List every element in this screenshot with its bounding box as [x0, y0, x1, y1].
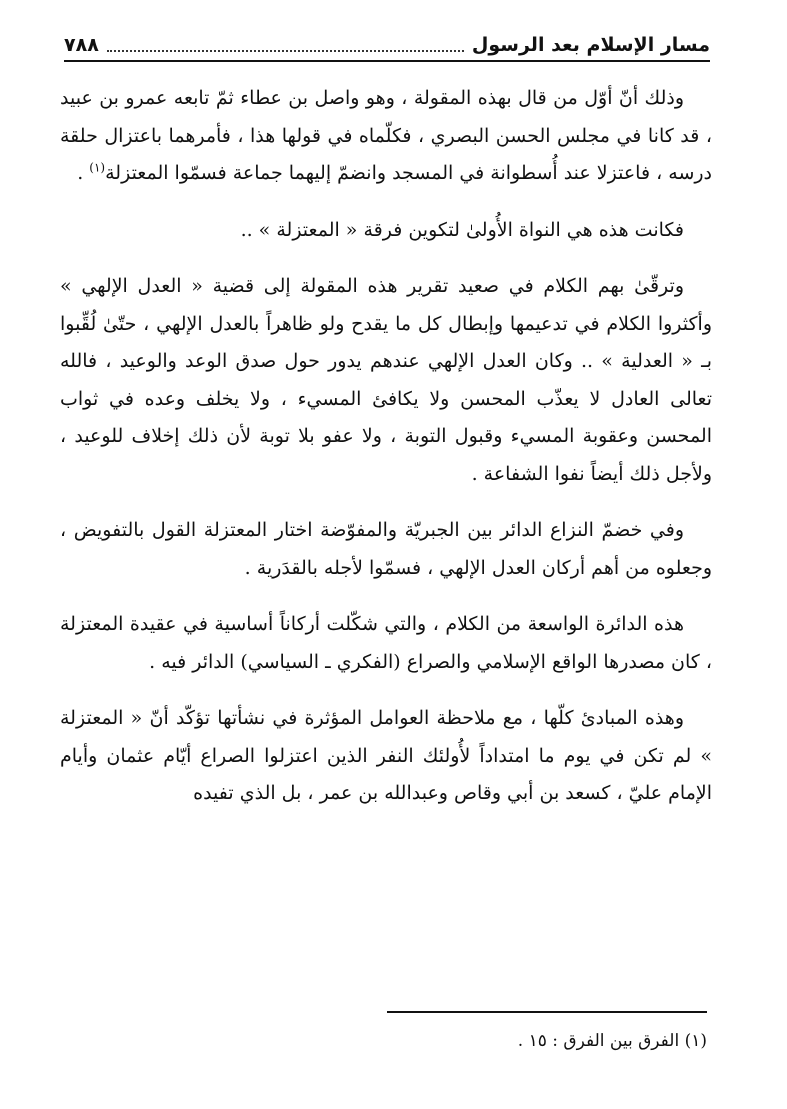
footnote-marker: (١)	[684, 1031, 707, 1051]
footnote-separator	[387, 1011, 707, 1013]
paragraph	[60, 212, 712, 250]
paragraph	[60, 268, 712, 493]
paragraph-text: فكانت هذه هي النواة الأُولىٰ لتكوين فرقة « المعتزلة » ..	[240, 218, 684, 241]
paragraph	[60, 80, 712, 193]
paragraph	[60, 606, 712, 681]
paragraph	[60, 512, 712, 587]
page-number: ٧٨٨	[64, 34, 99, 56]
paragraph-text: وهذه المبادئ كلّها ، مع ملاحظة العوامل المؤثرة في نشأتها تؤكّد أنّ « المعتزلة » لم تكن في يوم ما امتداداً لأُولئك النفر الذين اعتزلوا الصراع أيّام عثمان وأيام الإمام عليّ ، كسعد بن أبي وقاص وعبدالله بن عمر ، بل الذي تفيده	[60, 707, 712, 804]
running-title: مسار الإسلام بعد الرسول	[471, 34, 710, 56]
paragraph-end: .	[77, 162, 84, 184]
paragraph	[60, 700, 712, 813]
footnote	[67, 1026, 707, 1056]
footnote-reference[interactable]: (١)	[89, 160, 106, 175]
paragraph-text: وترقّىٰ بهم الكلام في صعيد تقرير هذه المقولة إلى قضية « العدل الإلهي » وأكثروا الكلام في تدعيمها وإبطال كل ما يقدح ولو ظاهراً بالعدل الإلهي ، حتّىٰ لُقِّبوا بـ « العدلية » .. وكان العدل الإلهي عندهم يدور حول صدق الوعد والوعيد ، فالله تعالى العادل لا يعذّب المحسن ولا يكافئ المسيء ، ولا يخلف وعده في ثواب المحسن وعقوبة المسيء وقبول التوبة ، ولا عفو بلا توبة لأن ذلك إخلاف للوعيد ، ولأجل ذلك أيضاً نفوا الشفاعة .	[60, 275, 712, 485]
header-dot-leader	[107, 50, 464, 52]
main-text	[60, 80, 712, 813]
paragraph-text: وذلك أنّ أوّل من قال بهذه المقولة ، وهو واصل بن عطاء ثمّ تابعه عمرو بن عبيد ، قد كانا في مجلس الحسن البصري ، فكلّماه في قولها هذا ، فأمرهما باعتزال حلقة درسه ، فاعتزلا عند أُسطوانة في المسجد وانضمّ إليهما جماعة فسمّوا المعتزلة	[60, 87, 712, 184]
page-header	[64, 30, 710, 62]
paragraph-text: هذه الدائرة الواسعة من الكلام ، والتي شكّلت أركاناً أساسية في عقيدة المعتزلة ، كان مصدرها الواقع الإسلامي والصراع (الفكري ـ السياسي) الدائر فيه .	[60, 613, 712, 673]
paragraph-text: وفي خضمّ النزاع الدائر بين الجبريّة والمفوّضة اختار المعتزلة القول بالتفويض ، وجعلوه من أهم أركان العدل الإلهي ، فسمّوا لأجله بالقدَرية .	[60, 519, 712, 579]
footnote-text: الفرق بين الفرق : ١٥ .	[517, 1031, 680, 1051]
